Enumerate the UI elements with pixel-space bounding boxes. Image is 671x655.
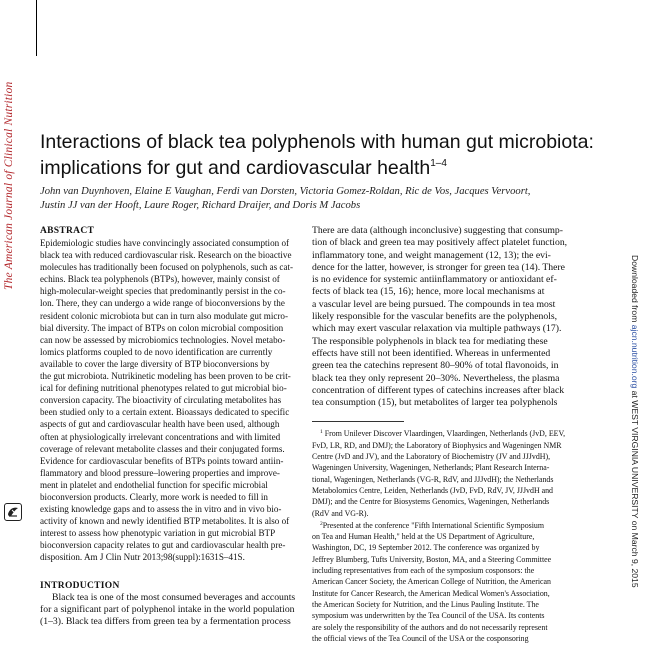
abstract-line: the gut microbiota. Nutrikinetic modeling has been proven to be crit- <box>40 371 291 382</box>
abstract-line: lomics platforms coupled to de novo identification are currently <box>40 346 273 357</box>
abstract-line: ical for defining nutritional phenotypes related to gut microbial bio- <box>40 383 287 394</box>
journal-logo-icon <box>4 503 22 521</box>
download-suffix: at WEST VIRGINIA UNIVERSITY on March 9, 2015 <box>630 388 640 588</box>
abstract-line: flammatory and blood pressure–lowering properties and improve- <box>40 467 280 478</box>
article-title <box>40 131 630 179</box>
footnote-line <box>312 519 590 531</box>
footnote-line: Wageningen University, Wageningen, Netherlands; Plant Research Interna- <box>312 463 550 473</box>
author-list <box>40 185 630 213</box>
footnote-number: 1 <box>320 429 323 436</box>
body-line: fects of black tea (15, 16); hence, more local mechanisms at <box>312 286 545 298</box>
footnote-line: including representatives from each of the symposium cosponsors: the <box>312 566 535 576</box>
abstract-citation-line: disposition. Am J Clin Nutr 2013;98(suppl):1631S–41S. <box>40 552 245 563</box>
body-line: concentration of different types of catechins increases after black <box>312 384 565 396</box>
journal-name-vertical: The American Journal of Clinical Nutrition <box>3 81 15 290</box>
introduction-body <box>40 592 304 629</box>
abstract-line: black tea with reduced cardiovascular risk. Research on the bioactive <box>40 250 292 261</box>
footnote-2 <box>312 519 590 644</box>
author-line: John van Duynhoven, Elaine E Vaughan, Ferdi van Dorsten, Victoria Gomez-Roldan, Ric de Vos, Jacques Vervoort, <box>40 186 531 197</box>
abstract-line: can now be assessed by microbiomics technologies. Novel metabo- <box>40 334 286 345</box>
footnote-line: Jeffrey Blumberg, Tufts University, Boston, MA, and a Steering Committee <box>312 554 552 564</box>
footnote-line: are solely the responsibility of the authors and do not necessarily represent <box>312 622 548 632</box>
author-line: Justin JJ van der Hooft, Laure Roger, Richard Draijer, and Doris M Jacobs <box>40 200 361 211</box>
body-line: effects have still not been identified. Whereas in unfermented <box>312 347 551 359</box>
abstract-line: resident colonic microbiota but can in turn also modulate gut micro- <box>40 310 288 321</box>
abstract-line: often at physiologically irrelevant concentrations and with limited <box>40 431 281 442</box>
body-line: tea consumption (15), but metabolites of larger tea polyphenols <box>312 397 558 409</box>
footnote-line: FvD, LR, RD, and DMJ); the Laboratory of Biophysics and Wageningen NMR <box>312 440 562 450</box>
intro-line: Black tea is one of the most consumed beverages and accounts <box>52 591 296 603</box>
body-line: The responsible polyphenols in black tea for mediating these <box>312 335 548 347</box>
footnote-rule <box>312 421 404 422</box>
title-footnote-marks: 1–4 <box>430 158 447 169</box>
left-column <box>40 225 304 628</box>
abstract-line: echins. Black tea polyphenols (BTPs), however, mainly consist of <box>40 274 280 285</box>
body-line: is no evidence for systemic antiinflammatory or antioxidant ef- <box>312 274 557 286</box>
abstract-body <box>40 237 304 564</box>
body-line: a vascular level are being pursued. The compounds in tea most <box>312 298 556 310</box>
journal-site-link[interactable]: ajcn.nutrition.org <box>630 324 640 389</box>
body-line: black tea they only represent 20–30%. Nevertheless, the plasma <box>312 372 560 384</box>
footnote-line: symposium was underwritten by the Tea Council of the USA. Its contents <box>312 611 545 621</box>
footnote-text: Presented at the conference "Fifth International Scientific Symposium <box>322 520 544 530</box>
article-title-text: Interactions of black tea polyphenols with human gut microbiota: implications for gut and cardiovascular health <box>40 131 594 179</box>
right-column <box>312 225 590 644</box>
body-line: likely responsible for the vascular benefits are the polyphenols, <box>312 311 558 323</box>
footnote-line: Institute for Cancer Research, the American Medical Women's Association, <box>312 588 550 598</box>
abstract-line: ment in platelet and endothelial function for specific microbial <box>40 479 268 490</box>
footnote-text: From Unilever Discover Vlaardingen, Vlaardingen, Netherlands (JvD, EEV, <box>324 429 566 439</box>
body-text <box>312 225 590 409</box>
abstract-line: bioconversion products. Clearly, more work is needed to fill in <box>40 491 268 502</box>
column-rule <box>36 0 37 56</box>
footnote-line <box>312 427 590 439</box>
download-watermark <box>630 255 640 655</box>
footnote-line: Metabolomics Centre, Leiden, Netherlands (JvD, FvD, RdV, JV, JJJvdH and <box>312 485 554 495</box>
abstract-line: been studied only to a certain extent. Bioassays dedicated to specific <box>40 407 290 418</box>
abstract-line: high-molecular-weight species that predominantly persist in the co- <box>40 286 286 297</box>
body-line: dence for the latter, however, is stronger for green tea (14). There <box>312 261 565 273</box>
body-line: tion of black and green tea may positively affect platelet function, <box>312 237 568 249</box>
abstract-line: activity of known and newly identified BTP metabolites. It is also of <box>40 516 290 527</box>
body-line: which may exert vascular relaxation via multiple pathways (17). <box>312 323 562 335</box>
footnote-line: (RdV and VG-R). <box>312 508 369 518</box>
abstract-heading: ABSTRACT <box>40 226 95 236</box>
introduction-heading: INTRODUCTION <box>40 580 120 591</box>
footnote-line: on Tea and Human Health," held at the US Department of Agriculture, <box>312 532 535 542</box>
abstract-line: conversion capacity. The bioactivity of circulating metabolites has <box>40 395 282 406</box>
footnote-line: tional, Wageningen, Netherlands (VG-R, RdV, and JJJvdH); the Netherlands <box>312 474 554 484</box>
footnote-line: Washington, DC, 19 September 2012. The conference was organized by <box>312 543 540 553</box>
abstract-line: bioconversion capacity relates to gut and cardiovascular health pre- <box>40 540 286 551</box>
body-line: green tea the catechins represent 80–90% of total flavonoids, in <box>312 360 559 372</box>
abstract-line: available to cover the large diversity of BTP bioconversions by <box>40 358 270 369</box>
footnote-number: 2 <box>320 520 323 527</box>
abstract-line: interest to assess how phenotypic variation in gut microbial BTP <box>40 528 276 539</box>
abstract-line: Evidence for cardiovascular benefits of BTPs points toward antiin- <box>40 455 284 466</box>
download-prefix: Downloaded from <box>630 255 640 325</box>
abstract-line: lon. There, they can undergo a wide range of bioconversions by the <box>40 298 285 309</box>
abstract-line: existing knowledge gaps and to assess the in vitro and in vivo bio- <box>40 504 282 515</box>
footnote-line: DMJ); and the Centre for Biosystems Genomics, Wageningen, Netherlands <box>312 497 550 507</box>
body-line: inflammatory tone, and weight management (12, 13); the evi- <box>312 249 551 261</box>
abstract-line: aspects of gut and cardiovascular health have been used, although <box>40 419 280 430</box>
footnote-line: American Cancer Society, the American College of Nutrition, the American <box>312 577 551 587</box>
abstract-line: Epidemiologic studies have convincingly associated consumption of <box>40 238 290 248</box>
abstract-line: bial diversity. The impact of BTPs on colon microbial composition <box>40 322 284 333</box>
footnote-line: the American Society for Nutrition, and the Linus Pauling Institute. The <box>312 599 539 609</box>
intro-line: (1–3). Black tea differs from green tea by a fermentation process <box>40 616 291 628</box>
footnote-line: Centre (JvD and JV), and the Laboratory of Biochemistry (JV and JJJvdH), <box>312 452 551 462</box>
body-line: There are data (although inconclusive) suggesting that consump- <box>312 225 563 236</box>
abstract-line: coverage of relevant metabolite classes and their conjugated forms. <box>40 443 285 454</box>
intro-line: for a significant part of polyphenol intake in the world population <box>40 603 295 615</box>
abstract-line: molecules has traditionally been focused on polyphenols, such as cat- <box>40 262 294 273</box>
footnote-line: the official views of the Tea Council of the USA or the cosponsoring <box>312 633 529 643</box>
footnote-1 <box>312 427 590 518</box>
